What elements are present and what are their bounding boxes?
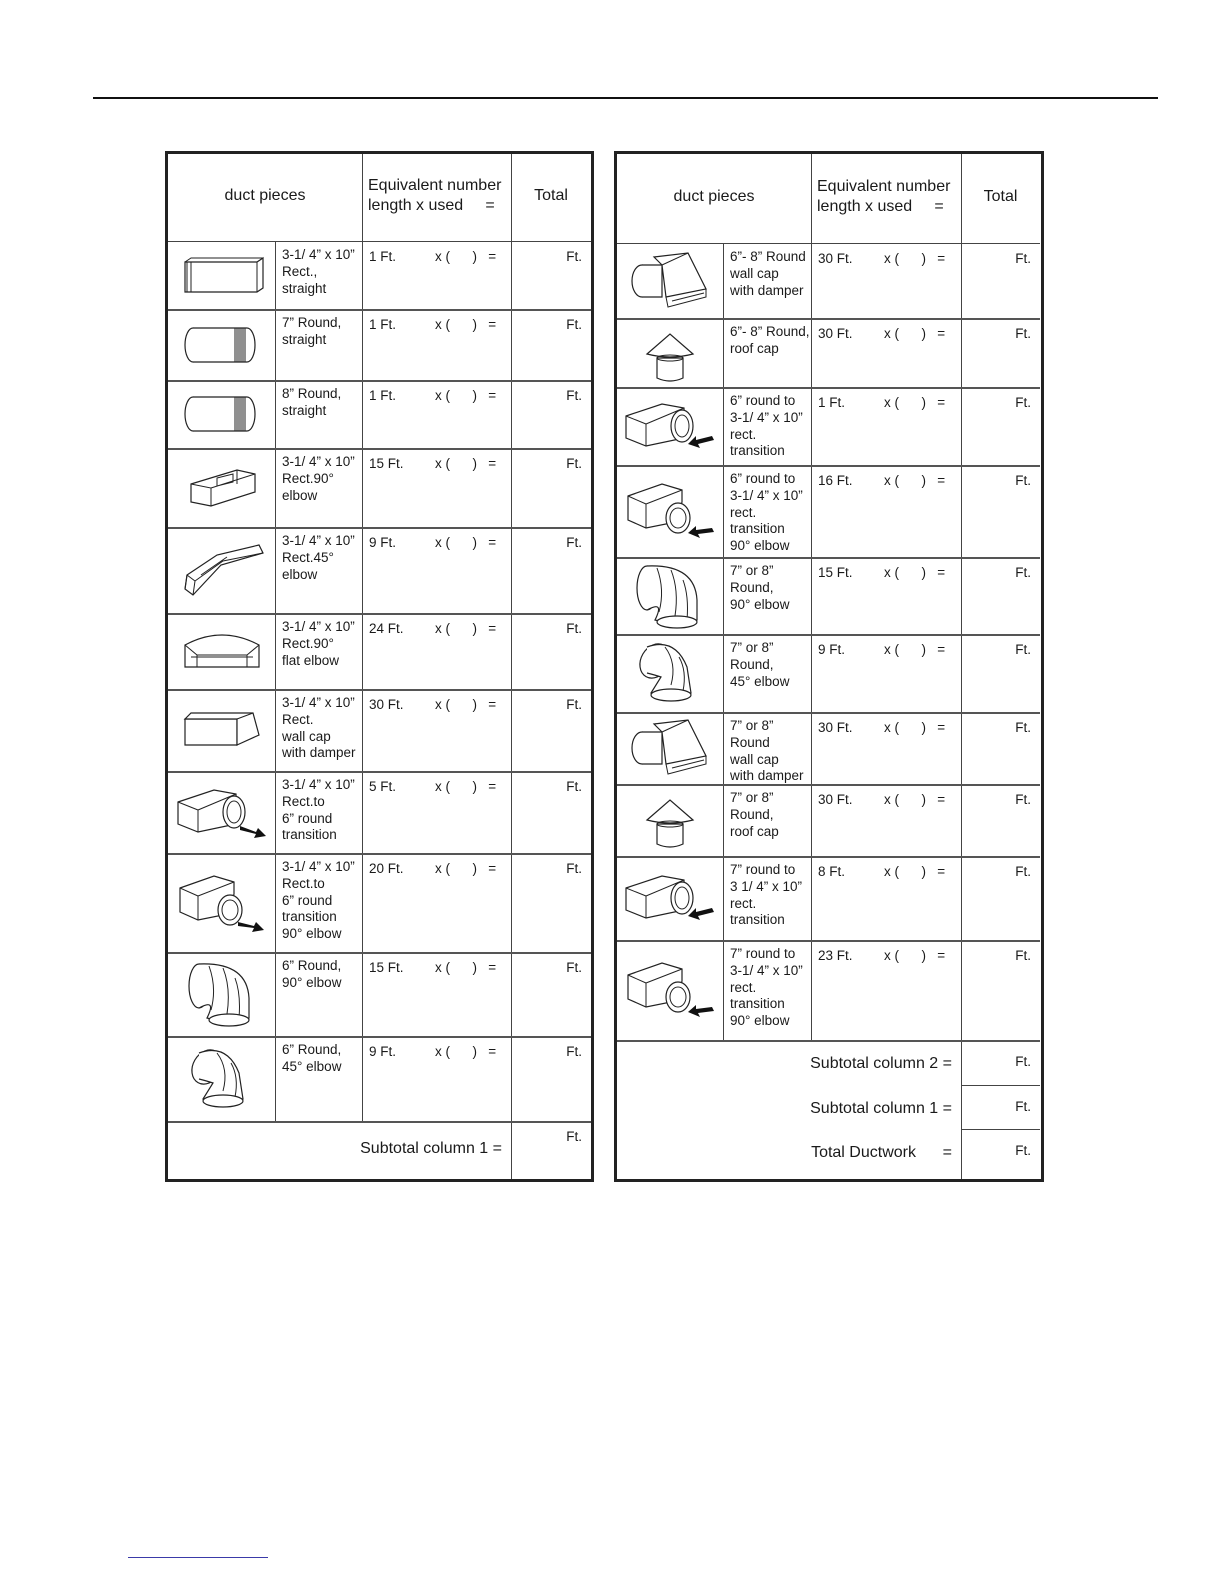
duct-piece-description: 3-1/ 4” x 10” Rect.to 6” round transition [282,777,355,843]
round-straight-duct-icon [177,320,267,370]
total-unit: Ft. [566,779,582,794]
number-used-blank[interactable]: x ( ) = [435,1044,497,1059]
round-straight-duct-icon [177,389,267,439]
total-unit: Ft. [566,861,582,876]
equivalent-length: 20 Ft. [369,861,404,876]
equivalent-length: 9 Ft. [369,1044,397,1059]
round-roof-cap-icon [625,786,715,856]
table-row [168,309,591,380]
total-ductwork-unit: Ft. [1015,1143,1031,1158]
footer-link-underline [128,1557,268,1558]
number-used-blank[interactable]: x ( ) = [435,861,497,876]
number-used-blank[interactable]: x ( ) = [884,251,946,266]
table-row [617,634,1040,712]
summary-divider [961,1085,1040,1086]
table-row [168,1036,591,1121]
duct-piece-description: 6” round to 3-1/ 4” x 10” rect. transition [730,393,803,459]
duct-piece-description: 3-1/ 4” x 10” Rect.45° elbow [282,533,355,582]
round-45-elbow-icon [177,1043,267,1115]
table-row [617,243,1040,318]
round-to-rect-transition-icon [622,394,718,458]
duct-piece-description: 3-1/ 4” x 10” Rect., straight [282,247,355,296]
table-row [168,527,591,613]
subtotal-column-1-label: Subtotal column 1 = [360,1140,502,1157]
duct-piece-description: 3-1/ 4” x 10” Rect.90° elbow [282,454,355,503]
row-divider [168,1121,591,1123]
duct-piece-description: 6” round to 3-1/ 4” x 10” rect. transition 90° elbow [730,471,803,554]
number-used-blank[interactable]: x ( ) = [884,642,946,657]
header-duct-pieces: duct pieces [673,187,755,205]
duct-piece-description: 6” Round, 45° elbow [282,1042,342,1074]
header-total: Total [534,186,568,204]
header-duct-pieces: duct pieces [224,186,306,204]
table-row [168,241,591,309]
total-unit: Ft. [1015,792,1031,807]
duct-piece-description: 6”- 8” Round, roof cap [730,324,810,356]
subtotal-column-1-unit: Ft. [1015,1099,1031,1114]
table-row [168,380,591,448]
equivalent-length: 16 Ft. [818,473,853,488]
subtotal-column-2-label: Subtotal column 2 = [810,1055,952,1072]
total-unit: Ft. [1015,948,1031,963]
table-row [617,318,1040,387]
total-unit: Ft. [566,621,582,636]
number-used-blank[interactable]: x ( ) = [435,388,497,403]
total-unit: Ft. [566,535,582,550]
equivalent-length: 30 Ft. [818,251,853,266]
duct-table-column-2 [614,151,1044,1182]
duct-piece-description: 7” round to 3-1/ 4” x 10” rect. transition 90° elbow [730,946,803,1029]
equivalent-length: 30 Ft. [818,720,853,735]
number-used-blank[interactable]: x ( ) = [884,473,946,488]
round-90-elbow-icon [625,560,715,632]
number-used-blank[interactable]: x ( ) = [435,960,497,975]
round-wall-cap-icon [622,249,718,313]
total-unit: Ft. [566,249,582,264]
total-unit: Ft. [566,697,582,712]
round-to-rect-90-transition-icon [622,955,718,1025]
rect-straight-duct-icon [177,250,267,300]
rect-45-elbow-icon [177,535,267,605]
header-equivalent-line1: Equivalent number [817,177,951,195]
round-to-rect-transition-icon [622,866,718,930]
duct-piece-description: 7” or 8” Round, 45° elbow [730,640,790,689]
table-row [617,784,1040,856]
total-unit: Ft. [1015,864,1031,879]
header-equivalent-line1: Equivalent number [368,176,502,194]
rect-flat-elbow-icon [177,621,267,681]
equivalent-length: 1 Ft. [369,249,397,264]
number-used-blank[interactable]: x ( ) = [435,621,497,636]
duct-piece-description: 7” or 8” Round wall cap with damper [730,718,804,784]
duct-piece-description: 6”- 8” Round wall cap with damper [730,249,806,298]
duct-piece-description: 3-1/ 4” x 10” Rect. wall cap with damper [282,695,356,761]
total-ductwork-label: Total Ductwork = [811,1144,952,1161]
table-row [617,557,1040,634]
row-divider [617,1040,1040,1042]
header-equivalent-length [817,177,950,217]
table-row [617,465,1040,557]
header-total: Total [983,187,1018,205]
table-row [168,853,591,952]
number-used-blank[interactable]: x ( ) = [435,317,497,332]
subtotal-column-1-unit: Ft. [566,1129,582,1144]
number-used-blank[interactable]: x ( ) = [884,326,946,341]
subtotal-column-1-label: Subtotal column 1 = [810,1100,952,1117]
number-used-blank[interactable]: x ( ) = [435,779,497,794]
rect-to-round-90-transition-icon [174,868,270,938]
duct-piece-description: 8” Round, straight [282,386,342,418]
duct-piece-description: 7” Round, straight [282,315,342,347]
equivalent-length: 15 Ft. [818,565,853,580]
equivalent-length: 1 Ft. [818,395,846,410]
total-unit: Ft. [566,388,582,403]
table-row [168,952,591,1036]
header-equivalent-line2: length x used = [368,196,495,214]
number-used-blank[interactable]: x ( ) = [884,864,946,879]
equivalent-length: 30 Ft. [369,697,404,712]
equivalent-length: 30 Ft. [818,326,853,341]
number-used-blank[interactable]: x ( ) = [435,535,497,550]
round-roof-cap-icon [625,320,715,390]
equivalent-length: 30 Ft. [818,792,853,807]
table-row [617,856,1040,940]
round-wall-cap-icon [622,716,718,780]
equivalent-length: 1 Ft. [369,317,397,332]
total-unit: Ft. [1015,326,1031,341]
table-row [168,689,591,771]
equivalent-length: 23 Ft. [818,948,853,963]
equivalent-length: 15 Ft. [369,960,404,975]
table-row [617,940,1040,1040]
table-row [168,771,591,853]
total-unit: Ft. [1015,251,1031,266]
number-used-blank[interactable]: x ( ) = [435,456,497,471]
rect-wall-cap-icon [177,705,267,755]
table-row [617,712,1040,784]
duct-piece-description: 7” round to 3 1/ 4” x 10” rect. transition [730,862,803,928]
number-used-blank[interactable]: x ( ) = [884,720,946,735]
total-unit: Ft. [566,960,582,975]
number-used-blank[interactable]: x ( ) = [884,792,946,807]
number-used-blank[interactable]: x ( ) = [435,697,497,712]
total-unit: Ft. [1015,720,1031,735]
number-used-blank[interactable]: x ( ) = [884,948,946,963]
rect-to-round-transition-icon [174,780,270,844]
equivalent-length: 8 Ft. [818,864,846,879]
total-unit: Ft. [1015,395,1031,410]
number-used-blank[interactable]: x ( ) = [884,565,946,580]
equivalent-length: 9 Ft. [818,642,846,657]
equivalent-length: 15 Ft. [369,456,404,471]
table-row [168,613,591,689]
total-unit: Ft. [1015,565,1031,580]
round-to-rect-90-transition-icon [622,476,718,546]
equivalent-length: 5 Ft. [369,779,397,794]
equivalent-length: 24 Ft. [369,621,404,636]
total-unit: Ft. [1015,642,1031,657]
round-45-elbow-icon [625,637,715,709]
table-row [617,387,1040,465]
header-equivalent-length [368,176,501,216]
number-used-blank[interactable]: x ( ) = [435,249,497,264]
summary-divider [961,1129,1040,1130]
header-equivalent-line2: length x used = [817,197,944,215]
round-90-elbow-icon [177,958,267,1030]
duct-piece-description: 7” or 8” Round, roof cap [730,790,779,839]
duct-piece-description: 3-1/ 4” x 10” Rect.90° flat elbow [282,619,355,668]
duct-table-column-1 [165,151,594,1182]
total-unit: Ft. [566,1044,582,1059]
duct-piece-description: 3-1/ 4” x 10” Rect.to 6” round transition 90° elbow [282,859,355,942]
number-used-blank[interactable]: x ( ) = [884,395,946,410]
total-unit: Ft. [566,456,582,471]
duct-piece-description: 6” Round, 90° elbow [282,958,342,990]
top-rule [93,97,1158,99]
equivalent-length: 1 Ft. [369,388,397,403]
subtotal-column-2-unit: Ft. [1015,1054,1031,1069]
rect-90-elbow-icon [177,458,267,518]
total-unit: Ft. [1015,473,1031,488]
total-unit: Ft. [566,317,582,332]
equivalent-length: 9 Ft. [369,535,397,550]
duct-piece-description: 7” or 8” Round, 90° elbow [730,563,790,612]
table-row [168,448,591,527]
